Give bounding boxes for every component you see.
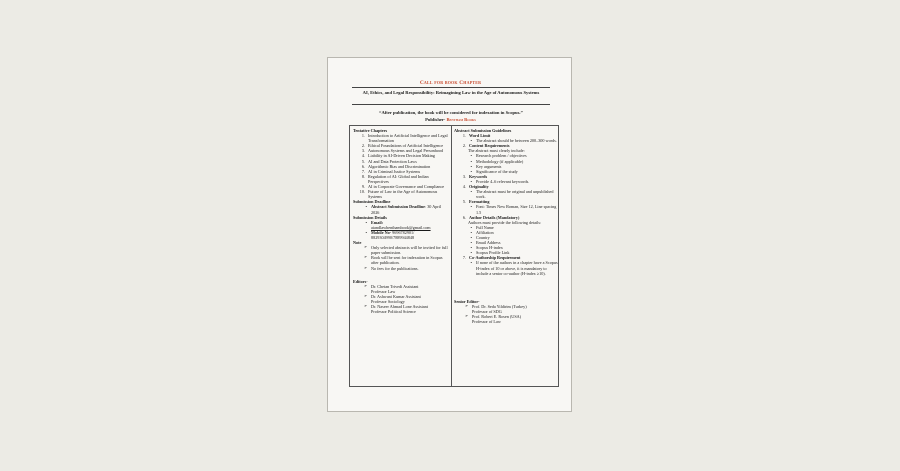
guideline-title: Originality <box>469 184 489 190</box>
chapter-number: 5. <box>361 158 365 164</box>
editor-item <box>353 284 449 294</box>
guideline-item-text: Email Address <box>476 240 501 246</box>
scopus-quote: “After publication, the book will be considered for indexation in Scopus.” <box>379 110 523 115</box>
senior-editor-item <box>454 314 558 324</box>
guideline-title: Author Details (Mandatory) <box>469 214 520 220</box>
editor-name: Dr. Chetan Trivedi Assistant <box>371 283 419 289</box>
guideline-item <box>454 189 558 199</box>
column-divider <box>451 126 452 386</box>
note-text: No fees for the publications. <box>371 265 419 271</box>
chapter-title: Algorithmic Bias and Discrimination <box>368 163 431 169</box>
chapter-number: 9. <box>361 184 365 190</box>
bullet-icon: • <box>470 224 472 230</box>
mobile-label: Mobile No- <box>371 229 392 235</box>
guideline-item <box>454 260 558 275</box>
guideline-number: 2. <box>462 143 466 149</box>
editor-name: Dr. Naseer Ahmad Lone Assistant <box>371 304 428 310</box>
note-heading: Note <box>353 240 362 246</box>
page-title: Call for book Chapter <box>419 80 482 86</box>
arrow-bullet-icon: ➢ <box>363 283 367 288</box>
chapter-title: Autonomous Systems and Legal Personhood <box>368 148 444 154</box>
arrow-bullet-icon: ➢ <box>464 303 468 308</box>
chapter-title: AI in Corporate Governance and Compliance <box>368 184 445 190</box>
guideline-item-text: Full Name <box>476 224 494 230</box>
bullet-icon: • <box>470 168 472 174</box>
chapter-item <box>353 133 449 143</box>
editor-role: Professor Sociology <box>371 299 405 304</box>
bullet-icon: • <box>365 229 367 235</box>
note-item <box>353 266 449 271</box>
guideline-item-text: Scopus Profile Link <box>476 250 510 256</box>
chapter-number: 4. <box>361 153 365 159</box>
arrow-bullet-icon: ➢ <box>363 265 367 270</box>
guideline-number: 6. <box>462 214 466 220</box>
arrow-bullet-icon: ➢ <box>363 255 367 260</box>
senior-editor-text <box>472 304 558 314</box>
publisher-label: Publisher- <box>425 117 446 122</box>
guideline-number: 5. <box>462 199 466 205</box>
publisher-line <box>328 117 573 122</box>
mobile-value: 9696782901/ 8829304990/7889944848 <box>371 229 415 240</box>
editor-role: Professor Law <box>371 288 396 294</box>
bullet-icon: • <box>470 138 472 144</box>
chapter-title: AI in Criminal Justice Systems <box>368 168 421 174</box>
mobile-item <box>353 230 449 240</box>
chapter-item <box>353 189 449 199</box>
left-column <box>353 128 449 314</box>
editors-list <box>353 284 449 315</box>
guideline-item-text: Affiliation <box>476 229 494 235</box>
email-link[interactable]: aiandlawbenthambook@gmail.com <box>371 224 431 230</box>
bullet-icon: • <box>470 163 472 169</box>
deadline-item <box>353 204 449 214</box>
chapter-title: Liability in AI-Driven Decision Making <box>368 153 435 159</box>
note-item <box>353 255 449 265</box>
arrow-bullet-icon: ➢ <box>464 314 468 318</box>
guideline-item-text: Provide 4–6 relevant keywords. <box>476 178 530 184</box>
details-heading: Submission Details <box>353 214 387 220</box>
chapters-heading: Tentative Chapters <box>353 128 388 133</box>
editor-text <box>371 304 449 314</box>
deadline-label: Abstract Submission Deadline <box>371 204 425 210</box>
details-table <box>349 125 559 387</box>
email-label: Email: <box>371 219 384 225</box>
guideline-title: Word Limit <box>469 133 491 139</box>
guideline-item-text: The abstract must be original and unpublished work. <box>476 189 554 200</box>
editor-item <box>353 304 449 314</box>
right-column <box>454 128 558 324</box>
guidelines-list <box>454 133 558 276</box>
bullet-icon: • <box>470 245 472 251</box>
note-text: Book will be sent for indexation in Scopus after publication. <box>371 255 443 266</box>
senior-editors-list <box>454 304 558 324</box>
guideline-item <box>454 204 558 214</box>
guideline-intro: The abstract must clearly include: <box>468 148 525 154</box>
editor-text <box>371 284 449 294</box>
bullet-icon: • <box>470 204 472 210</box>
senior-editor-item <box>454 304 558 314</box>
arrow-bullet-icon: ➢ <box>363 245 367 250</box>
senior-editor-name: Prof. Robert E. Rosen (USA) <box>472 314 522 319</box>
chapter-title: Future of Law in the Age of Autonomous Systems <box>368 189 438 200</box>
arrow-bullet-icon: ➢ <box>363 293 367 298</box>
editor-item <box>353 294 449 304</box>
guideline-title: Keywords <box>469 173 488 179</box>
guideline-title: Content Requirements <box>469 143 510 149</box>
guideline-number: 1. <box>462 133 466 139</box>
email-item <box>353 220 449 230</box>
guideline-item-text: Research problem / objectives <box>476 153 527 159</box>
editor-role: Professor Political Science <box>371 309 416 315</box>
guideline-number: 4. <box>462 184 466 190</box>
chapter-number: 10. <box>359 189 365 195</box>
guideline-item-text: Country <box>476 234 490 240</box>
bullet-icon: • <box>470 229 472 235</box>
chapter-number: 8. <box>361 173 365 179</box>
guideline-item-text: Methodology (if applicable) <box>476 158 524 164</box>
guidelines-heading: Abstract Submission Guidelines <box>454 128 512 133</box>
bullet-icon: • <box>470 153 472 159</box>
chapters-list <box>353 133 449 199</box>
bullet-icon: • <box>470 240 472 246</box>
arrow-bullet-icon: ➢ <box>363 304 367 309</box>
guideline-heading <box>454 215 558 220</box>
guideline-item-text: Significance of the study <box>476 168 518 174</box>
chapter-item <box>353 174 449 184</box>
bullet-icon: • <box>365 204 367 210</box>
guideline-item-text: Key arguments <box>476 163 502 169</box>
senior-editor-text <box>472 314 558 324</box>
bullet-icon: • <box>470 234 472 240</box>
guideline-item-text: The abstract should be between 200–300 words. <box>476 138 557 144</box>
subtitle-rule <box>352 104 550 105</box>
chapter-number: 2. <box>361 143 365 149</box>
chapter-number: 6. <box>361 163 365 169</box>
bullet-icon: • <box>470 178 472 184</box>
senior-editor-role: Professor of SDG <box>472 308 502 314</box>
book-subtitle: AI, Ethics, and Legal Responsibility: Reimagining Law in the Age of Autonomous Systems <box>362 90 540 95</box>
deadline-value: : 30 April 2026 <box>371 204 442 215</box>
chapter-number: 7. <box>361 168 365 174</box>
guideline-item-text: If none of the authors in a chapter have a Scopus H-index of 10 or above, it is mandatory to include a senior co-author (H-index ≥10). <box>476 260 558 276</box>
guideline-item-text: Scopus H-index <box>476 245 503 251</box>
document-page <box>327 57 572 412</box>
bullet-icon: • <box>365 219 367 225</box>
deadline-heading: Submission Deadline <box>353 199 391 205</box>
guideline-title: Co-Authorship Requirement <box>469 255 521 261</box>
notes-list <box>353 245 449 270</box>
bullet-icon: • <box>470 189 472 195</box>
bullet-icon: • <box>470 158 472 164</box>
publisher-name: Bentham Books <box>446 117 476 122</box>
senior-editor-name: Prof. Dr. Seda Yildirim (Turkey) <box>472 303 527 309</box>
senior-editor-heading: Senior Editor- <box>454 298 480 304</box>
note-item <box>353 245 449 255</box>
guideline-title: Formatting <box>469 199 490 205</box>
senior-editor-role: Professor of Law <box>472 319 501 325</box>
chapter-number: 1. <box>361 133 365 139</box>
title-rule <box>352 87 550 88</box>
guideline-item-text: Font: Times New Roman, Size 12, Line spacing 1.5 <box>476 204 557 215</box>
chapter-title: AI and Data Protection Laws <box>368 158 417 164</box>
guideline-intro: Authors must provide the following details: <box>468 219 542 225</box>
guideline-number: 7. <box>462 255 466 261</box>
editors-heading: Editors- <box>353 278 368 284</box>
chapter-title: Regulation of AI: Global and Indian Perspectives <box>368 173 429 184</box>
note-text: Only selected abstracts will be invited for full paper submission. <box>371 245 448 256</box>
chapter-number: 3. <box>361 148 365 154</box>
editor-text <box>371 294 449 304</box>
bullet-icon: • <box>470 260 472 266</box>
guideline-number: 3. <box>462 173 466 179</box>
chapter-title: Ethical Foundations of Artificial Intelligence <box>368 143 444 149</box>
chapter-title: Introduction to Artificial Intelligence and Legal Transformation <box>368 133 448 144</box>
editor-name: Dr. Ashwani Kumar Assistant <box>371 293 421 299</box>
bullet-icon: • <box>470 250 472 256</box>
